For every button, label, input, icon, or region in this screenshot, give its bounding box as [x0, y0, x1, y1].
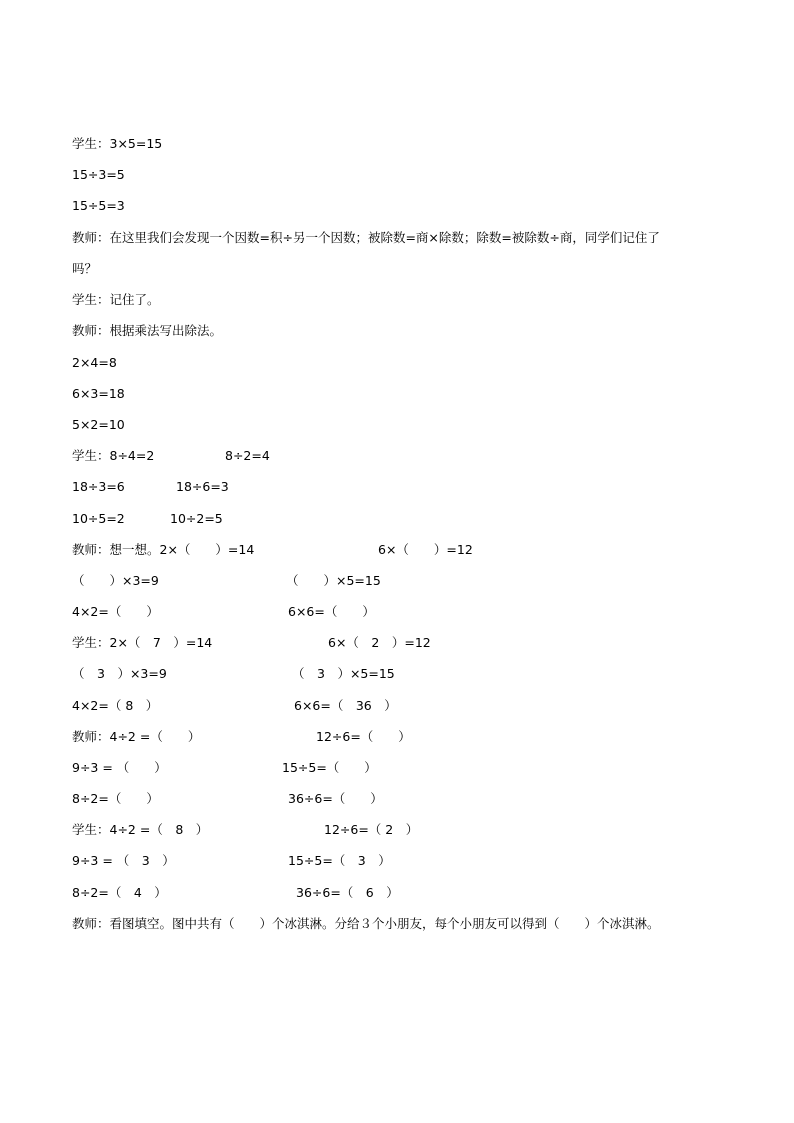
line-text: 9÷3 = （ ）: [72, 760, 167, 775]
line-text-col2: （ 3 ）×5=15: [292, 666, 395, 681]
text-line: [72, 476, 229, 498]
text-line: [72, 133, 162, 155]
line-text: 8÷2=（ ）: [72, 791, 159, 806]
line-text-col2: 6×（ 2 ）=12: [328, 635, 431, 650]
line-text: 2×4=8: [72, 355, 117, 370]
line-text: 教师：根据乘法写出除法。: [72, 323, 223, 338]
line-text: 教师：4÷2 =（ ）: [72, 729, 201, 744]
line-text-col2: 10÷2=5: [170, 511, 223, 526]
text-line: [72, 258, 97, 280]
text-line: [72, 289, 160, 311]
text-line: [72, 601, 375, 623]
line-text: 15÷5=3: [72, 198, 125, 213]
line-text: 15÷3=5: [72, 167, 125, 182]
line-text: 6×3=18: [72, 386, 125, 401]
line-text-col2: 12÷6=（ ）: [316, 729, 411, 744]
line-text: 吗？: [72, 261, 98, 276]
line-text: 学生：8÷4=2: [72, 448, 155, 463]
text-line: [72, 227, 660, 249]
text-line: [72, 508, 223, 530]
text-line: [72, 788, 383, 810]
line-text: （ ）×3=9: [72, 573, 159, 588]
text-line: [72, 164, 125, 186]
line-text-col2: 6×6=（ ）: [288, 604, 375, 619]
line-text-col2: 15÷5=（ 3 ）: [288, 853, 391, 868]
line-text: 教师：在这里我们会发现一个因数=积÷另一个因数；被除数=商×除数；除数=被除数÷商，同学们记住了: [72, 230, 660, 245]
line-text: 学生：4÷2 =（ 8 ）: [72, 822, 209, 837]
text-line: [72, 383, 125, 405]
line-text-col2: 36÷6=（ 6 ）: [296, 885, 399, 900]
line-text: 8÷2=（ 4 ）: [72, 885, 167, 900]
line-text: 学生：3×5=15: [72, 136, 163, 151]
text-line: [72, 819, 419, 841]
line-text-col2: 18÷6=3: [176, 479, 229, 494]
text-line: [72, 663, 395, 685]
text-line: [72, 695, 397, 717]
line-text: 10÷5=2: [72, 511, 125, 526]
text-line: [72, 632, 431, 654]
line-text: 4×2=（ 8 ）: [72, 698, 159, 713]
line-text: 教师：看图填空。图中共有（ ）个冰淇淋。分给３个小朋友，每个小朋友可以得到（ ）个冰淇淋。: [72, 916, 660, 931]
text-line: [72, 726, 411, 748]
line-text: 18÷3=6: [72, 479, 125, 494]
line-text-col2: 36÷6=（ ）: [288, 791, 383, 806]
line-text-col2: （ ）×5=15: [286, 573, 381, 588]
line-text: 4×2=（ ）: [72, 604, 159, 619]
text-line: [72, 913, 660, 935]
text-line: [72, 539, 473, 561]
line-text-col2: 6×6=（ 36 ）: [294, 698, 397, 713]
line-text: 学生：2×（ 7 ）=14: [72, 635, 213, 650]
line-text-col2: 15÷5=（ ）: [282, 760, 377, 775]
text-line: [72, 882, 399, 904]
text-line: [72, 570, 381, 592]
line-text: （ 3 ）×3=9: [72, 666, 167, 681]
text-line: [72, 757, 377, 779]
line-text: 5×2=10: [72, 417, 125, 432]
text-line: [72, 850, 391, 872]
line-text-col2: 6×（ ）=12: [378, 542, 473, 557]
text-line: [72, 195, 125, 217]
line-text-col2: 8÷2=4: [225, 448, 270, 463]
line-text: 学生：记住了。: [72, 292, 160, 307]
line-text: 教师：想一想。2×（ ）=14: [72, 542, 255, 557]
text-line: [72, 445, 270, 467]
line-text-col2: 12÷6=（ 2 ）: [324, 822, 419, 837]
text-line: [72, 414, 125, 436]
text-line: [72, 352, 117, 374]
line-text: 9÷3 = （ 3 ）: [72, 853, 175, 868]
text-line: [72, 320, 222, 342]
